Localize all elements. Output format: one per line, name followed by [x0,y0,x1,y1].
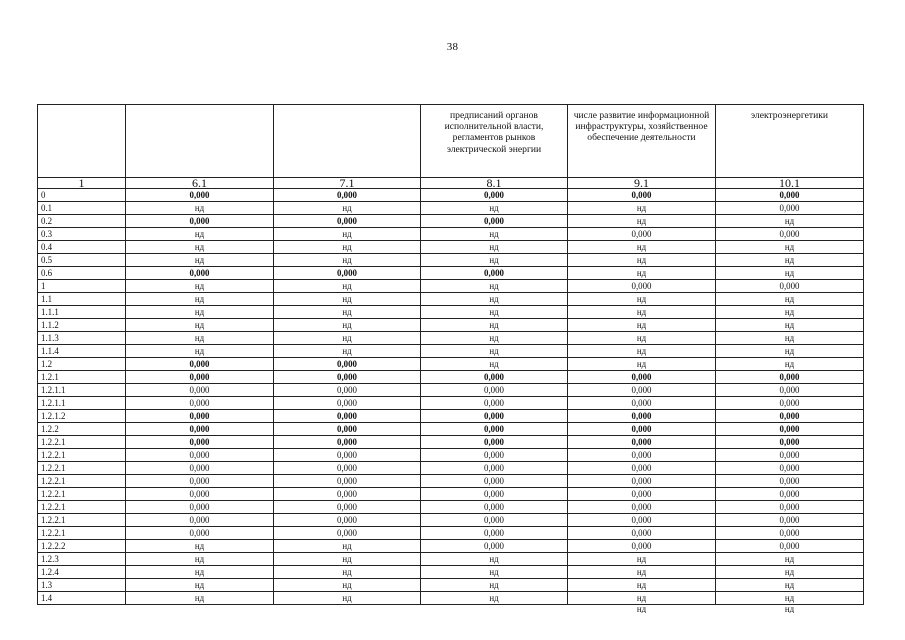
table-row [38,397,864,410]
row-code: 0.2 [38,215,126,228]
value-cell: 0,000 [421,384,568,397]
header-cell-code [38,105,126,178]
value-cell: нд [784,604,795,613]
value-cell: 0,000 [126,189,274,202]
table-row [38,345,864,358]
value-cell: нд [716,267,864,280]
value-cell: нд [126,319,274,332]
value-cell: 0,000 [126,371,274,384]
value-cell: 0,000 [421,410,568,423]
row-code: 1.1 [38,293,126,306]
value-cell: нд [568,293,716,306]
value-cell: нд [568,254,716,267]
value-cell: 0,000 [716,488,864,501]
value-cell: нд [126,592,274,605]
row-code: 1.2.1.2 [38,410,126,423]
value-cell: 0,000 [126,423,274,436]
value-cell: нд [716,254,864,267]
table-row [38,540,864,553]
value-cell: 0,000 [568,527,716,540]
value-cell [421,605,568,614]
value-cell: 0,000 [716,462,864,475]
row-code: 1.2.2.1 [38,527,126,540]
row-code: 1.2.2 [38,423,126,436]
value-cell: 0,000 [421,397,568,410]
value-cell: 0,000 [568,228,716,241]
value-cell: 0,000 [274,189,421,202]
value-cell: 0,000 [716,189,864,202]
value-cell: нд [568,332,716,345]
value-cell: нд [716,332,864,345]
value-cell: нд [421,592,568,605]
value-cell: 0,000 [274,436,421,449]
value-cell: нд [274,319,421,332]
value-cell: 0,000 [568,423,716,436]
value-cell: нд [421,306,568,319]
value-cell: нд [716,553,864,566]
value-cell: нд [568,566,716,579]
row-code: 0.1 [38,202,126,215]
value-cell: 0,000 [274,215,421,228]
value-cell: нд [568,319,716,332]
row-code: 1 [38,280,126,293]
value-cell: 0,000 [274,384,421,397]
value-cell: нд [716,215,864,228]
row-code: 1.2.2.1 [38,514,126,527]
table-row [38,475,864,488]
value-cell: нд [568,306,716,319]
row-code: 1.1.3 [38,332,126,345]
value-cell: 0,000 [421,449,568,462]
table-row [38,371,864,384]
value-cell: 0,000 [568,189,716,202]
value-cell: 0,000 [716,371,864,384]
value-cell: 0,000 [568,280,716,293]
row-code: 0.3 [38,228,126,241]
table-row [38,449,864,462]
value-cell: нд [421,280,568,293]
value-cell: 0,000 [716,410,864,423]
value-cell: нд [126,280,274,293]
table-row [38,319,864,332]
value-cell: нд [716,241,864,254]
header-cell-10-1: электроэнергетики [716,105,864,178]
table-row [38,488,864,501]
value-cell: 0,000 [126,488,274,501]
value-cell: нд [421,254,568,267]
value-cell: 0,000 [716,423,864,436]
value-cell: нд [274,579,421,592]
value-cell: 0,000 [421,527,568,540]
value-cell: нд [126,345,274,358]
column-number-row [38,178,864,189]
value-cell: нд [126,202,274,215]
table-row [38,436,864,449]
row-code: 0 [38,189,126,202]
table-row [38,579,864,592]
table-row [38,215,864,228]
table-row [38,358,864,371]
value-cell: 0,000 [126,527,274,540]
value-cell: 0,000 [421,488,568,501]
table-row [38,267,864,280]
value-cell: 0,000 [274,397,421,410]
value-cell: 0,000 [126,449,274,462]
value-cell: 0,000 [421,436,568,449]
value-cell: нд [421,566,568,579]
value-cell: нд [421,345,568,358]
value-cell: 0,000 [568,449,716,462]
row-code: 1.2.2.1 [38,436,126,449]
value-cell: нд [126,241,274,254]
value-cell: 0,000 [568,475,716,488]
table-row [38,228,864,241]
row-code: 1.3 [38,579,126,592]
table-row [38,501,864,514]
value-cell: 0,000 [568,410,716,423]
value-cell: нд [421,202,568,215]
value-cell: 0,000 [716,475,864,488]
value-cell: нд [568,345,716,358]
row-code: 1.2.1.1 [38,384,126,397]
table-row [38,553,864,566]
value-cell: нд [274,566,421,579]
value-cell: 0,000 [421,215,568,228]
value-cell: нд [274,228,421,241]
value-cell: 0,000 [716,384,864,397]
value-cell: 0,000 [421,423,568,436]
column-number: 8.1 [421,178,568,189]
value-cell: нд [274,540,421,553]
header-row [38,105,864,178]
value-cell: нд [274,592,421,605]
value-cell: 0,000 [568,371,716,384]
value-cell: нд [126,293,274,306]
header-cell-6-1 [126,105,274,178]
value-cell: 0,000 [568,436,716,449]
table-row [38,527,864,540]
value-cell: 0,000 [716,436,864,449]
value-cell: 0,000 [421,540,568,553]
table-body [38,189,864,614]
table-row [38,462,864,475]
row-code: 1.4 [38,592,126,605]
value-cell: нд [421,293,568,306]
value-cell: 0,000 [274,358,421,371]
value-cell: 0,000 [274,501,421,514]
value-cell: 0,000 [421,189,568,202]
value-cell: нд [274,202,421,215]
column-number: 9.1 [568,178,716,189]
value-cell: нд [716,358,864,371]
value-cell: 0,000 [274,462,421,475]
value-cell [126,605,274,614]
column-number: 1 [38,178,126,189]
value-cell: 0,000 [568,397,716,410]
value-cell: нд [421,553,568,566]
row-code: 1.1.4 [38,345,126,358]
value-cell: 0,000 [568,462,716,475]
value-cell: нд [716,319,864,332]
value-cell: 0,000 [421,267,568,280]
table-row [38,241,864,254]
value-cell: нд [274,332,421,345]
value-cell: нд [568,267,716,280]
row-code: 1.1.1 [38,306,126,319]
value-cell: 0,000 [716,280,864,293]
value-cell: 0,000 [274,267,421,280]
value-cell: нд [421,332,568,345]
value-cell: 0,000 [274,488,421,501]
header-cell-8-1: предписаний органов исполнительной власти, регламентов рынков электрической энергии [421,105,568,178]
value-cell: нд [568,358,716,371]
value-cell: 0,000 [568,540,716,553]
value-cell: 0,000 [274,527,421,540]
header-cell-7-1 [274,105,421,178]
row-code: 1.2.2.2 [38,540,126,553]
column-number: 6.1 [126,178,274,189]
row-code: 1.2 [38,358,126,371]
row-code: 1.2.1.1 [38,397,126,410]
value-cell: 0,000 [126,436,274,449]
value-cell: 0,000 [126,397,274,410]
column-number: 7.1 [274,178,421,189]
value-cell: нд [274,254,421,267]
value-cell: нд [568,215,716,228]
value-cell: нд [716,345,864,358]
value-cell: нд [716,566,864,579]
value-cell: 0,000 [568,501,716,514]
row-code: 0.4 [38,241,126,254]
value-cell: 0,000 [126,384,274,397]
value-cell: 0,000 [126,358,274,371]
table-row [38,280,864,293]
row-code: 1.2.2.1 [38,449,126,462]
value-cell: нд [568,553,716,566]
value-cell: 0,000 [126,475,274,488]
table-row [38,423,864,436]
table-row [38,410,864,423]
value-cell [274,605,421,614]
value-cell: нд [421,579,568,592]
value-cell: нд [716,592,864,605]
row-code: 1.2.2.1 [38,462,126,475]
value-cell: нд [126,540,274,553]
value-cell: нд [274,241,421,254]
value-cell: 0,000 [274,410,421,423]
value-cell: 0,000 [716,514,864,527]
value-cell: 0,000 [421,514,568,527]
value-cell: 0,000 [274,423,421,436]
value-cell: нд [274,553,421,566]
row-code: 0.6 [38,267,126,280]
value-cell: 0,000 [716,449,864,462]
value-cell: 0,000 [126,462,274,475]
table-row-trailing [38,605,864,614]
value-cell: 0,000 [568,384,716,397]
table-row [38,202,864,215]
value-cell: 0,000 [126,514,274,527]
value-cell [38,605,126,614]
value-cell: нд [274,280,421,293]
value-cell: нд [126,228,274,241]
value-cell: 0,000 [716,527,864,540]
value-cell: 0,000 [716,501,864,514]
value-cell: 0,000 [126,215,274,228]
value-cell: 0,000 [568,488,716,501]
value-cell: нд [716,293,864,306]
value-cell: нд [126,254,274,267]
value-cell: нд [126,566,274,579]
table-row [38,332,864,345]
value-cell: нд [274,293,421,306]
row-code: 1.2.2.1 [38,475,126,488]
value-cell: 0,000 [716,202,864,215]
value-cell: нд [568,202,716,215]
table-row [38,592,864,605]
header-cell-9-1: числе развитие информационной инфраструктуры, хозяйственное обеспечение деятельности [568,105,716,178]
value-cell: 0,000 [126,410,274,423]
page-number: 38 [446,41,459,53]
row-code: 1.2.2.1 [38,488,126,501]
table-row [38,514,864,527]
value-cell: нд [274,345,421,358]
value-cell: нд [421,358,568,371]
column-number: 10.1 [716,178,864,189]
value-cell: нд [126,553,274,566]
table-row [38,189,864,202]
value-cell: нд [126,332,274,345]
value-cell: нд [421,241,568,254]
data-table [37,104,864,613]
table-row [38,566,864,579]
table-row [38,384,864,397]
value-cell: 0,000 [126,501,274,514]
value-cell: 0,000 [126,267,274,280]
row-code: 1.2.3 [38,553,126,566]
table-row [38,293,864,306]
value-cell: 0,000 [568,514,716,527]
value-cell: 0,000 [421,371,568,384]
value-cell: 0,000 [274,475,421,488]
value-cell: 0,000 [274,514,421,527]
value-cell: нд [421,319,568,332]
value-cell: 0,000 [421,462,568,475]
value-cell: нд [126,579,274,592]
row-code: 1.2.1 [38,371,126,384]
value-cell: нд [274,306,421,319]
value-cell: нд [716,306,864,319]
value-cell: нд [636,604,647,613]
value-cell: 0,000 [274,449,421,462]
value-cell: 0,000 [716,540,864,553]
row-code: 1.2.2.1 [38,501,126,514]
value-cell: нд [716,579,864,592]
value-cell: 0,000 [421,475,568,488]
value-cell: 0,000 [716,397,864,410]
value-cell: нд [421,228,568,241]
value-cell: 0,000 [716,228,864,241]
row-code: 1.2.4 [38,566,126,579]
row-code: 1.1.2 [38,319,126,332]
value-cell: нд [568,241,716,254]
table-row [38,306,864,319]
value-cell: 0,000 [421,501,568,514]
value-cell: нд [568,592,716,605]
value-cell: 0,000 [274,371,421,384]
value-cell: нд [568,579,716,592]
value-cell: нд [126,306,274,319]
row-code: 0.5 [38,254,126,267]
table-row [38,254,864,267]
